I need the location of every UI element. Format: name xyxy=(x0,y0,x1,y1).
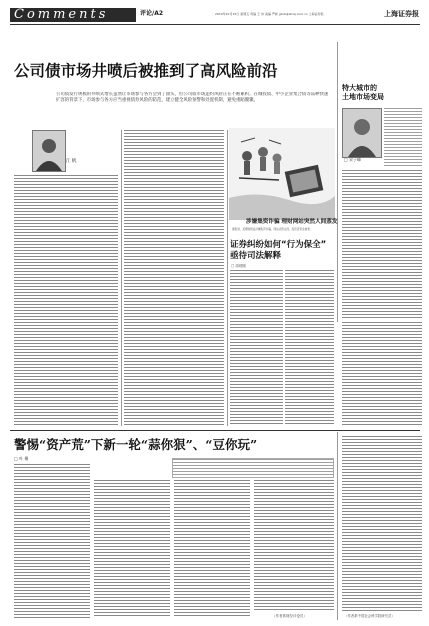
side-headline-line2: 土地市场变局 xyxy=(342,93,384,101)
portrait-illustration-icon xyxy=(33,131,65,171)
cartoon-caption-note: 据报道，某理财网站涉嫌集资诈骗，网站突然关闭，投资者资金被套。 xyxy=(232,228,313,231)
author-photo-left xyxy=(32,130,66,172)
bottom-side-divider xyxy=(337,432,338,620)
bottom-col-2 xyxy=(94,480,170,618)
portrait-illustration-icon xyxy=(343,109,381,157)
left-author-name: 江 帆 xyxy=(66,159,77,164)
second-column-divider xyxy=(227,130,228,426)
second-column-text xyxy=(124,130,224,426)
bottom-col-3 xyxy=(174,480,250,618)
bottom-note: （作者系财经评论员） xyxy=(272,614,307,618)
author-photo-side xyxy=(342,108,382,158)
middle-headline-line2: 亟待司法解释 xyxy=(230,251,282,261)
page-number: /A2 xyxy=(152,10,164,17)
middle-headline-line1: 证券纠纷如何“行为保全” xyxy=(230,240,327,250)
middle-text-right xyxy=(230,270,334,426)
middle-author: □ 周炳刚 xyxy=(231,264,246,268)
headline-main: 公司债市场井喷后被推到了高风险前沿 xyxy=(14,61,278,80)
section-title: Comments xyxy=(14,7,109,22)
cartoon-caption: 涉嫌集资诈骗 理财网站突然人间蒸发 xyxy=(246,219,338,225)
side-text-body xyxy=(342,170,422,320)
bottom-author: □ 叶 檀 xyxy=(14,456,29,461)
side-column-divider xyxy=(337,42,338,322)
paper-name: 上海证券报 xyxy=(384,9,419,18)
middle-lower-divider xyxy=(283,270,285,426)
bottom-col-1 xyxy=(14,464,90,618)
side-author: □ 宋子峰 xyxy=(344,157,362,162)
side-text-top xyxy=(384,108,422,168)
masthead xyxy=(0,0,429,38)
side-headline-line1: 特大城市的 xyxy=(342,84,377,92)
bottom-headline: 警惕“资产荒”下新一轮“蒜你狠”、“豆你玩” xyxy=(14,437,258,452)
date-line: 2010年10月15日 星期五 责编 王 伟 美编 严彬 jjzxb@shzq.com.cn 上海证券报 xyxy=(215,12,324,16)
lead-paragraph: 公司债发行规模的井喷式增长虽然让市场参与各方尝到了甜头，但公司债市场违约风险正在不断累积。在城投债、中小企业集合债等品种快速扩容的背景下，市场参与各方应当重视债券风险的防范，建立健全风险预警和处置机制，避免重蹈覆辙。 xyxy=(56,92,329,104)
left-column-text xyxy=(14,175,118,425)
cartoon-drawing-icon xyxy=(229,128,335,220)
footnote-right: （作者系中国社会科学院研究员） xyxy=(344,614,395,618)
section-cn-label: 评论 xyxy=(140,10,153,17)
side-lower-text xyxy=(342,322,422,426)
bottom-col-4 xyxy=(254,480,334,612)
bottom-side-text xyxy=(342,436,422,612)
side-column xyxy=(338,40,424,320)
bottom-intro-box xyxy=(172,458,334,478)
left-column-divider xyxy=(121,130,122,426)
masthead-rule xyxy=(10,24,420,25)
cartoon-illustration xyxy=(229,128,335,220)
bottom-rule xyxy=(10,430,420,431)
